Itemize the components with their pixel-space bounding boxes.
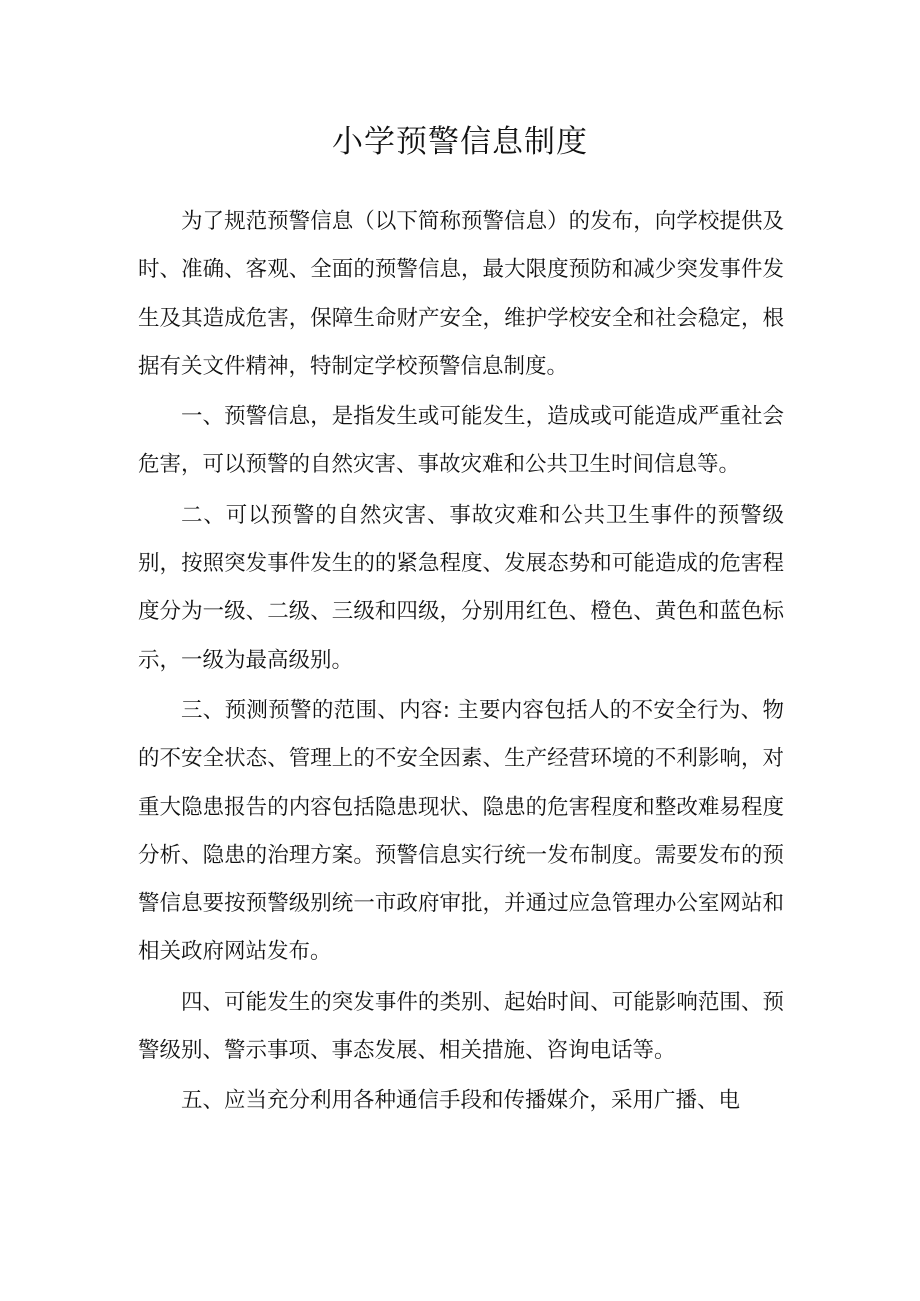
- paragraph-section-4: 四、可能发生的突发事件的类别、起始时间、可能影响范围、预警级别、警示事项、事态发展、相关措施、咨询电话等。: [138, 989, 784, 1064]
- paragraph-section-3: 三、预测预警的范围、内容: 主要内容包括人的不安全行为、物的不安全状态、管理上的不安全因素、生产经营环境的不利影响，对重大隐患报告的内容包括隐患现状、隐患的危害程度和整改难易程度分析、隐患的治理方案。预警信息实行统一发布制度。需要发布的预警信息要按预警级别统一市政府审批，并通过应急管理办公室网站和相关政府网站发布。: [138, 697, 784, 965]
- paragraph-intro: 为了规范预警信息（以下简称预警信息）的发布，向学校提供及时、准确、客观、全面的预警信息，最大限度预防和减少突发事件发生及其造成危害，保障生命财产安全，维护学校安全和社会稳定，根据有关文件精神，特制定学校预警信息制度。: [138, 209, 784, 379]
- document-title: 小学预警信息制度: [332, 124, 588, 160]
- paragraph-section-1: 一、预警信息，是指发生或可能发生，造成或可能造成严重社会危害，可以预警的自然灾害、事故灾难和公共卫生时间信息等。: [138, 404, 784, 478]
- paragraph-section-5: 五、应当充分利用各种通信手段和传播媒介，采用广播、电: [181, 1088, 741, 1114]
- paragraph-section-2: 二、可以预警的自然灾害、事故灾难和公共卫生事件的预警级别，按照突发事件发生的的紧急程度、发展态势和可能造成的危害程度分为一级、二级、三级和四级，分别用红色、橙色、黄色和蓝色标示，一级为最高级别。: [138, 502, 784, 673]
- document-body: [138, 198, 784, 1128]
